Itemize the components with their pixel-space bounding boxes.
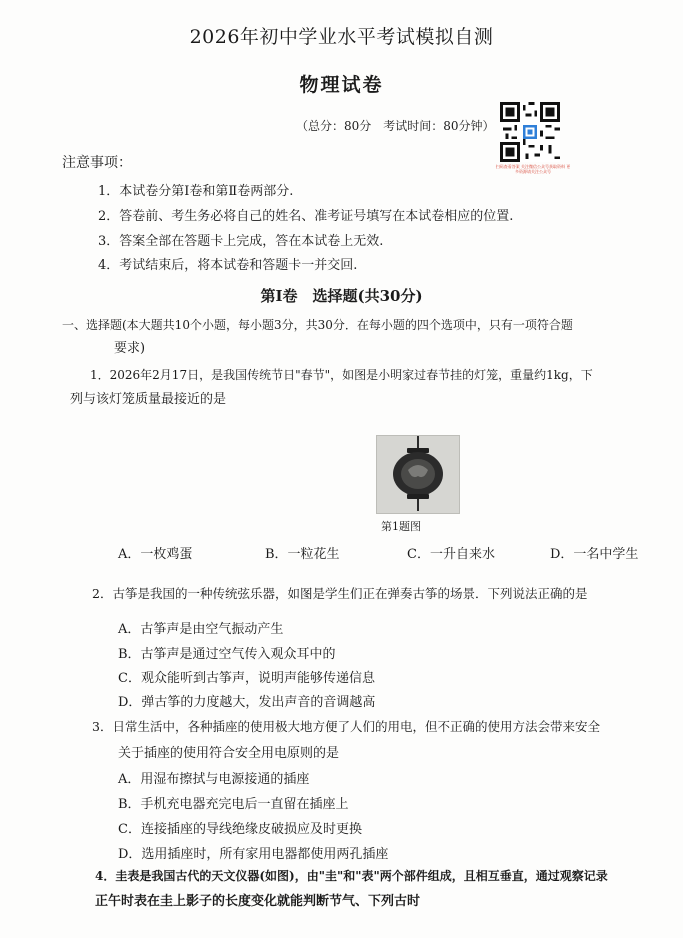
figure-caption: 第1题图 — [381, 520, 421, 533]
question-1-option-d: D．一名中学生 — [550, 547, 639, 562]
notice-item: 3．答案全部在答题卡上完成，答在本试卷上无效. — [98, 234, 384, 249]
lantern-figure — [376, 435, 460, 514]
qr-caption: 扫码查看答案 关注微信公众号获取资料 更多资源请关注公众号 — [495, 164, 571, 174]
question-1-option-a: A．一枚鸡蛋 — [118, 547, 193, 562]
question-1-stem: 列与该灯笼质量最接近的是 — [70, 392, 227, 407]
section-title: 第Ⅰ卷 选择题(共30分) — [260, 287, 423, 305]
exam-subtitle: 物理试卷 — [299, 74, 384, 96]
question-1-option-b: B．一粒花生 — [265, 547, 340, 562]
question-2-option-c: C．观众能听到古筝声，说明声能够传递信息 — [118, 671, 375, 686]
question-2-option-a: A．古筝声是由空气振动产生 — [118, 622, 284, 637]
question-2-option-d: D．弹古筝的力度越大，发出声音的音调越高 — [118, 695, 376, 710]
question-3-option-a: A．用湿布擦拭与电源接通的插座 — [118, 772, 310, 787]
question-3-option-d: D．选用插座时，所有家用电器都使用两孔插座 — [118, 847, 389, 862]
question-3-option-c: C．连接插座的导线绝缘皮破损应及时更换 — [118, 822, 362, 837]
instructions-line: 要求) — [114, 341, 146, 356]
question-2-option-b: B．古筝声是通过空气传入观众耳中的 — [118, 647, 336, 662]
question-1-stem: 1．2026年2月17日，是我国传统节日"春节"，如图是小明家过春节挂的灯笼，重量约1kg，下 — [90, 368, 593, 382]
notice-heading: 注意事项： — [62, 155, 132, 171]
exam-title: 2026年初中学业水平考试模拟自测 — [189, 26, 494, 48]
notice-item: 4．考试结束后，将本试卷和答题卡一并交回. — [98, 258, 358, 273]
question-3-stem: 3．日常生活中，各种插座的使用极大地方便了人们的用电，但不正确的使用方法会带来安全 — [92, 719, 600, 734]
question-4-stem: 4．圭表是我国古代的天文仪器(如图)，由"圭"和"表"两个部件组成，且相互垂直，通过观察记录 — [95, 869, 608, 883]
instructions-line: 一、选择题(本大题共10个小题，每小题3分，共30分．在每小题的四个选项中，只有一项符合题 — [62, 318, 573, 332]
question-3-option-b: B．手机充电器充完电后一直留在插座上 — [118, 797, 349, 812]
qr-code-icon — [500, 102, 560, 162]
question-1-option-c: C．一升自来水 — [407, 547, 495, 562]
notice-item: 1．本试卷分第Ⅰ卷和第Ⅱ卷两部分. — [98, 184, 294, 199]
question-2-stem: 2．古筝是我国的一种传统弦乐器，如图是学生们正在弹奏古筝的场景．下列说法正确的是 — [92, 586, 588, 601]
question-3-stem: 关于插座的使用符合安全用电原则的是 — [118, 746, 340, 761]
notice-item: 2．答卷前、考生务必将自己的姓名、准考证号填写在本试卷相应的位置. — [98, 209, 514, 224]
exam-meta: （总分：80分 考试时间：80分钟） — [296, 119, 495, 133]
question-4-stem: 正午时表在圭上影子的长度变化就能判断节气、下列古时 — [95, 894, 421, 909]
